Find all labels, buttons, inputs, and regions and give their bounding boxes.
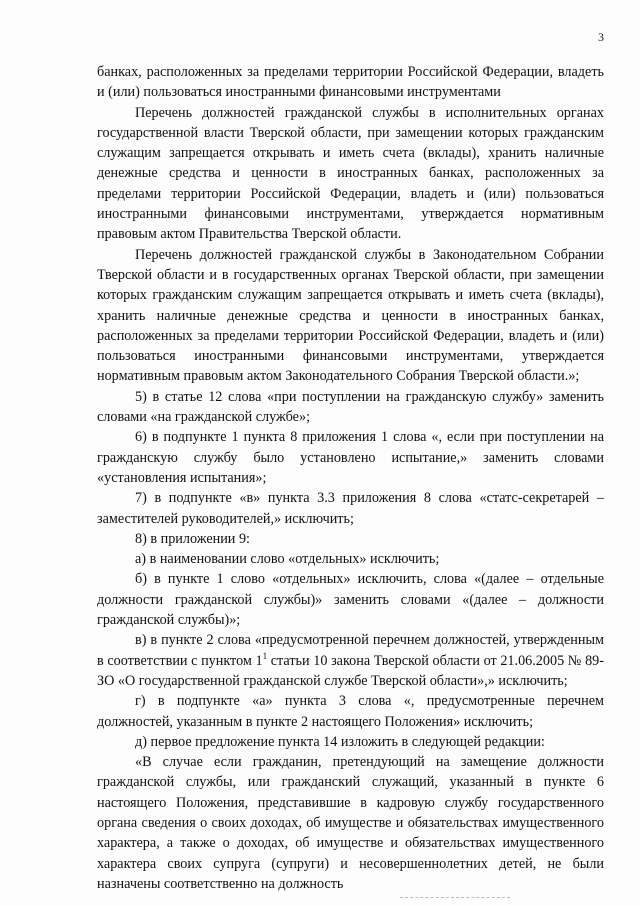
paragraph-item-8v — [97, 630, 604, 691]
paragraph-item-6: 6) в подпункте 1 пункта 8 приложения 1 слова «, если при поступлении на гражданскую службу было установлено испытание,» заменить словами «установления испытания»; — [97, 429, 604, 486]
paragraph-item-8: 8) в приложении 9: — [135, 530, 250, 547]
document-body — [97, 62, 604, 894]
paragraph-item-8g: г) в подпункте «а» пункта 3 слова «, предусмотренные перечнем должностей, указанным в пункте 2 настоящего Положения» исключить; — [97, 693, 604, 730]
scan-artifact-line — [400, 897, 510, 899]
page-number: 3 — [598, 30, 604, 44]
paragraph-item-5: 5) в статье 12 слова «при поступлении на гражданскую службу» заменить словами «на гражданской службе»; — [97, 388, 604, 426]
paragraph-item-7: 7) в подпункте «в» пункта 3.3 приложения 8 слова «статс-секретарей – заместителей руководителей,» исключить; — [97, 490, 604, 527]
superscript-1: 1 — [262, 650, 268, 661]
paragraph-item-8d: д) первое предложение пункта 14 изложить в следующей редакции: — [135, 733, 545, 750]
paragraph-quote-item-14: «В случае если гражданин, претендующий на замещение должности гражданской службы, или гражданский служащий, указанный в пункте 6 настоящего Положения, представившие в кадровую службу государственного органа сведения о своих доходах, об имуществе и обязательствах имущественного характера, а также о доходах, об имуществе и обязательствах имущественного характера своих супруга (супруги) и несовершеннолетних детей, не были назначены соответственно на должность — [97, 754, 604, 892]
paragraph-executive-list: Перечень должностей гражданской службы в исполнительных органах государственной власти Тверской области, при замещении которых гражданским служащим запрещается открывать и иметь счета (вклады), хранить наличные денежные средства и ценности в иностранных банках, расположенных за пределами территории Российской Федерации, владеть и (или) пользоваться иностранными финансовыми инструментами, утверждается нормативным правовым актом Правительства Тверской области. — [97, 104, 604, 243]
paragraph-item-8v-part1: в) в пункте 2 слова «предусмотренной перечнем должностей, утвержденным в соответствии с пунктом 1 — [97, 632, 604, 669]
paragraph-item-8a: а) в наименовании слово «отдельных» исключить; — [135, 551, 440, 568]
paragraph-item-8v-part2: статьи 10 закона Тверской области от 21.06.2005 № 89-ЗО «О государственной гражданской службе Тверской области»,» исключить; — [97, 652, 604, 689]
paragraph-legislative-list: Перечень должностей гражданской службы в Законодательном Собрании Тверской области и в государственных органах Тверской области, при замещении которых гражданским служащим запрещается открывать и иметь счета (вклады), хранить наличные денежные средства и ценности в иностранных банках, расположенных за пределами территории Российской Федерации, владеть и (или) пользоваться иностранными финансовыми инструментами, утверждается нормативным правовым актом Законодательного Собрания Тверской области.»; — [97, 246, 604, 385]
paragraph-item-8b: б) в пункте 1 слово «отдельных» исключить, слова «(далее – отдельные должности гражданской службы)» заменить словами «(далее – должности гражданской службы)»; — [97, 571, 604, 629]
paragraph-continuation: банках, расположенных за пределами территории Российской Федерации, владеть и (или) пользоваться иностранными финансовыми инструментами — [97, 64, 604, 101]
